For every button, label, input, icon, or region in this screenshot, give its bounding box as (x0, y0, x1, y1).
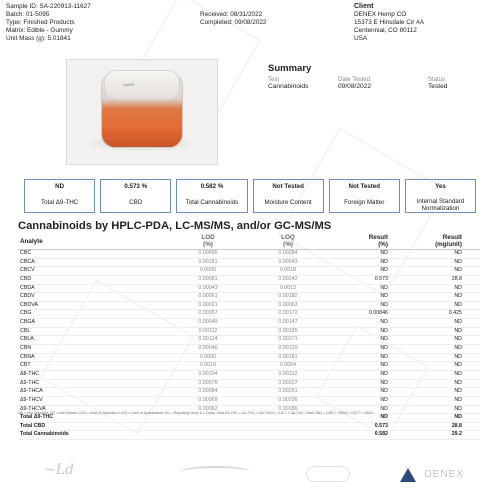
total-result-mg-cell: 28.8 (451, 422, 462, 429)
loq-cell: 0.00242 (278, 275, 298, 282)
lod-cell: 0.00095 (198, 250, 218, 256)
lod-cell: 0.0006 (199, 353, 217, 360)
loq-cell: 0.00251 (278, 388, 298, 395)
results-table (18, 234, 480, 440)
header-analyte: Analyte (20, 238, 43, 245)
empty-cell (168, 414, 248, 422)
empty-cell (248, 414, 328, 422)
total-result-cell: 0.582 (374, 431, 388, 438)
table-row (18, 319, 480, 328)
header-loq: LOQ (%) (281, 234, 295, 248)
box-value: 0.573 % (124, 183, 148, 190)
box-value: Yes (435, 183, 446, 190)
loq-cell: 0.00147 (278, 319, 298, 326)
matrix: Matrix: Edible - Gummy (6, 27, 73, 34)
table-row (18, 267, 480, 276)
summary-box (329, 179, 400, 213)
table-row (18, 259, 480, 268)
analyte-cell: CBN (20, 345, 32, 352)
result-mg-cell: ND (454, 319, 462, 326)
loq-cell: 0.00186 (278, 405, 298, 412)
received-date: Received: 08/31/2022 (200, 11, 263, 18)
loq-cell: 0.0018 (279, 267, 297, 274)
lod-cell: 0.00046 (198, 345, 218, 352)
empty-cell (168, 423, 248, 431)
result-mg-cell: ND (454, 370, 462, 377)
loq-cell: 0.0054 (279, 362, 297, 369)
box-label: Total Cannabinoids (185, 199, 239, 206)
total-row (18, 423, 480, 432)
box-label: Total Δ9-THC (41, 199, 79, 206)
box-value: ND (55, 183, 65, 190)
box-value: Not Tested (272, 183, 304, 190)
lod-cell: 0.00084 (198, 388, 218, 395)
table-row (18, 371, 480, 380)
lod-cell: 0.00062 (198, 405, 218, 412)
product-photo (66, 59, 218, 165)
summary-panel (268, 63, 488, 90)
box-label: Internal Standard Normalization (416, 198, 465, 212)
triangle-icon (400, 468, 416, 482)
lod-cell: 0.00076 (198, 379, 218, 386)
lod-cell: 0.00043 (198, 284, 218, 291)
table-row (18, 302, 480, 311)
completed-date: Completed: 09/08/2022 (200, 19, 267, 26)
jar-lid (104, 70, 180, 100)
analyte-cell: CBDA (20, 284, 35, 291)
analyte-cell: CBD (20, 275, 32, 282)
result-cell: ND (380, 250, 388, 256)
sample-type: Type: Finished Products (6, 19, 75, 26)
result-cell: ND (380, 405, 388, 412)
total-result-cell: 0.573 (374, 422, 388, 429)
result-cell: ND (380, 258, 388, 265)
client-country: USA (354, 35, 368, 42)
loq-cell: 0.00172 (278, 310, 298, 317)
lod-cell: 0.00021 (198, 301, 218, 308)
summary-boxes (24, 179, 476, 213)
analyte-cell: CBDVA (20, 301, 38, 308)
signature-image: ~Ld (44, 462, 74, 478)
loq-cell: 0.00543 (278, 258, 298, 265)
lod-cell: 0.00081 (198, 275, 218, 282)
client-address-1: 15373 E Hinsdale Cir #A (354, 19, 424, 26)
analyte-cell: CBNA (20, 353, 35, 360)
summary-box (405, 179, 476, 213)
batch: Batch: 01-5095 (6, 11, 50, 18)
loq-cell: 0.00181 (278, 353, 298, 360)
loq-cell: 0.00227 (278, 379, 298, 386)
total-analyte-cell: Total Cannabinoids (20, 431, 69, 438)
jar-label: Hemp (122, 81, 134, 88)
analyte-cell: Δ9-THCA (20, 388, 43, 395)
sample-info (6, 3, 91, 43)
summary-test: Cannabinoids (268, 83, 309, 90)
sample-id: Sample ID: SA-220913-11627 (6, 3, 91, 10)
lod-cell: 0.0018 (199, 362, 217, 369)
analyte-cell: CBC (20, 250, 32, 256)
result-cell: ND (380, 336, 388, 343)
result-mg-cell: ND (454, 396, 462, 403)
result-mg-cell: ND (454, 250, 462, 256)
empty-cell (168, 431, 248, 439)
analyte-cell: Δ8-THC (20, 370, 40, 377)
loq-cell: 0.00182 (278, 293, 298, 300)
result-cell: ND (380, 293, 388, 300)
total-row (18, 431, 480, 440)
footer (0, 452, 500, 500)
result-mg-cell: ND (454, 267, 462, 274)
result-cell: ND (380, 301, 388, 308)
table-row (18, 276, 480, 285)
result-mg-cell: ND (454, 284, 462, 291)
loq-cell: 0.00371 (278, 336, 298, 343)
analyte-cell: Δ9-THCV (20, 396, 43, 403)
table-row (18, 285, 480, 294)
result-mg-cell: 28.8 (451, 275, 462, 282)
table-row (18, 293, 480, 302)
summary-col-test: Test (268, 77, 280, 83)
result-cell: 0.573 (374, 275, 388, 282)
total-analyte-cell: Total CBD (20, 422, 46, 429)
result-cell: ND (380, 388, 388, 395)
accreditation-logo (180, 466, 250, 478)
lod-cell: 0.00112 (198, 327, 218, 334)
loq-cell: 0.00312 (278, 370, 298, 377)
lab-logo (400, 464, 464, 482)
summary-date: 09/08/2022 (338, 83, 372, 90)
analyte-cell: CBGA (20, 319, 36, 326)
table-row (18, 380, 480, 389)
table-row (18, 388, 480, 397)
lod-cell: 0.00069 (198, 396, 218, 403)
result-cell: ND (380, 267, 388, 274)
client-heading: Client (354, 3, 374, 10)
table-row (18, 250, 480, 259)
dates-info (200, 11, 266, 27)
lod-cell: 0.00104 (198, 370, 218, 377)
client-name: DENEX Hemp CO (354, 11, 407, 18)
analyte-cell: CBLA (20, 336, 34, 343)
certification-logo (306, 466, 350, 482)
result-cell: ND (380, 353, 388, 360)
section-title: Cannabinoids by HPLC-PDA, LC-MS/MS, and/or GC-MS/MS (18, 220, 332, 232)
analyte-cell: Δ9-THC (20, 379, 40, 386)
header-result: Result (%) (368, 234, 388, 248)
result-mg-cell: ND (454, 345, 462, 352)
table-row (18, 345, 480, 354)
lod-cell: 0.00061 (198, 293, 218, 300)
analyte-cell: CBT (20, 362, 31, 369)
lod-cell: 0.00057 (198, 310, 218, 317)
empty-cell (248, 423, 328, 431)
result-mg-cell: ND (454, 258, 462, 265)
total-analyte-cell: Total Δ9-THC (20, 414, 54, 421)
result-mg-cell: ND (454, 405, 462, 412)
result-mg-cell: ND (454, 327, 462, 334)
box-label: CBD (129, 199, 143, 206)
summary-row (268, 83, 488, 90)
total-result-mg-cell: ND (454, 414, 462, 421)
result-cell: ND (380, 379, 388, 386)
result-cell: ND (380, 362, 388, 369)
lod-cell: 0.00181 (198, 258, 218, 265)
analyte-cell: CBL (20, 327, 31, 334)
table-row (18, 362, 480, 371)
header-result-mg: Result (mg/unit) (435, 234, 462, 248)
result-mg-cell: ND (454, 388, 462, 395)
result-mg-cell: ND (454, 353, 462, 360)
result-mg-cell: ND (454, 379, 462, 386)
summary-title: Summary (268, 63, 312, 74)
summary-box (100, 179, 171, 213)
summary-col-date: Date Tested (338, 77, 370, 83)
result-cell: ND (380, 370, 388, 377)
box-value: Not Tested (348, 183, 381, 190)
analyte-cell: Δ9-THCVA (20, 405, 46, 412)
analyte-cell: CBG (20, 310, 32, 317)
loq-cell: 0.00206 (278, 396, 298, 403)
box-value: 0.582 % (200, 183, 224, 190)
result-mg-cell: ND (454, 301, 462, 308)
lod-cell: 0.0006 (199, 267, 217, 274)
unit-mass: Unit Mass (g): 5.01841 (6, 35, 71, 42)
lod-cell: 0.00124 (198, 336, 218, 343)
loq-cell: 0.0013 (279, 284, 297, 291)
summary-box (253, 179, 324, 213)
summary-status: Tested (428, 83, 448, 90)
result-cell: ND (380, 396, 388, 403)
summary-col-status: Status (428, 77, 446, 83)
result-cell: ND (380, 319, 388, 326)
result-mg-cell: 0.425 (448, 310, 462, 317)
total-result-mg-cell: 29.2 (451, 431, 462, 438)
lod-cell: 0.00049 (198, 319, 218, 326)
box-label: Foreign Matter (344, 199, 385, 206)
total-row (18, 414, 480, 423)
summary-box (24, 179, 95, 213)
client-address-2: Centennial, CO 80112 (354, 27, 417, 34)
result-mg-cell: ND (454, 293, 462, 300)
result-cell: ND (380, 284, 388, 291)
loq-cell: 0.00139 (278, 345, 298, 352)
total-result-cell: ND (380, 414, 388, 421)
table-row (18, 354, 480, 363)
table-row (18, 397, 480, 406)
analyte-cell: CBCA (20, 258, 35, 265)
analyte-cell: CBDV (20, 293, 35, 300)
loq-cell: 0.00335 (278, 327, 298, 334)
loq-cell: 0.00284 (278, 250, 298, 256)
loq-cell: 0.00063 (278, 301, 298, 308)
table-row (18, 336, 480, 345)
empty-cell (248, 431, 328, 439)
summary-box (176, 179, 247, 213)
result-cell: ND (380, 327, 388, 334)
table-row (18, 310, 480, 319)
result-mg-cell: ND (454, 336, 462, 343)
result-cell: 0.00846 (368, 310, 388, 317)
analyte-cell: CBCV (20, 267, 35, 274)
client-info (354, 3, 424, 43)
box-label: Moisture Content (264, 199, 312, 206)
result-mg-cell: ND (454, 362, 462, 369)
table-row (18, 328, 480, 337)
lab-logo-text: DENEX (424, 469, 464, 480)
table-header (18, 234, 480, 250)
header-lod: LOD (%) (201, 234, 215, 248)
footnote: ND = Not Detected; NT = Not Tested; LOD = Limit of Detection; LOQ = Limit of Quantitation; RL = Reporting Limit; Δ = Delta; Total Δ9-THC = Δ9-THC + Δ9-THCA * 0.877 + Δ8-THC; Total CBD = CBD + CBDA * 0.877 + CBDL (18, 411, 374, 415)
result-cell: ND (380, 345, 388, 352)
